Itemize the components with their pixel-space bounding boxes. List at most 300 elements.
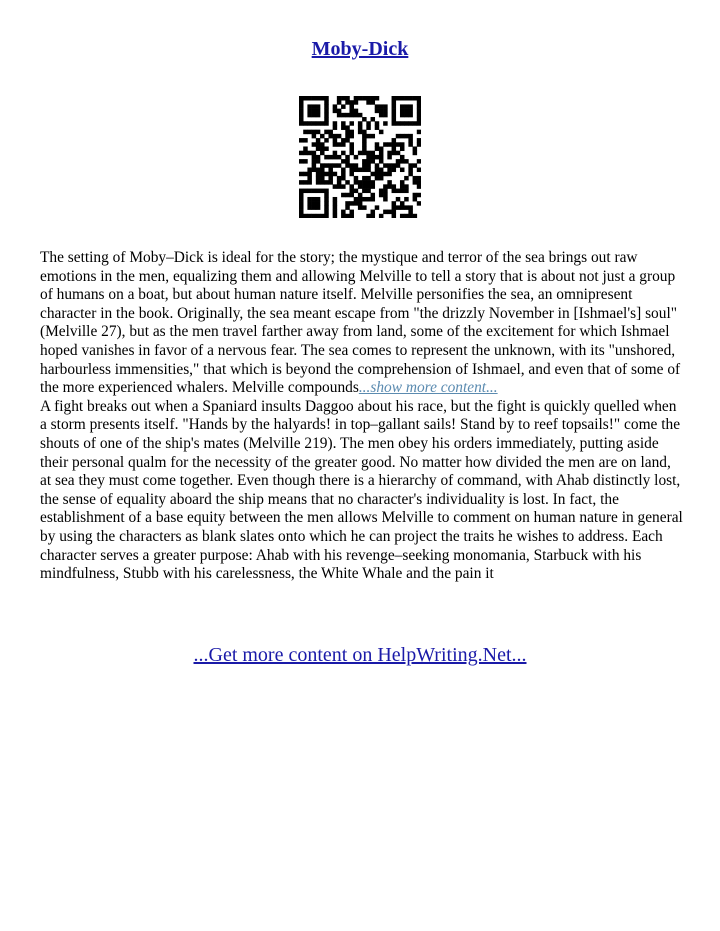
qr-module xyxy=(341,138,346,143)
qr-module xyxy=(333,121,338,126)
qr-module xyxy=(392,121,397,126)
show-more-link[interactable]: ...show more content... xyxy=(358,379,498,397)
qr-module xyxy=(324,189,329,194)
qr-module xyxy=(408,172,413,177)
qr-module xyxy=(324,163,329,168)
qr-module xyxy=(392,151,397,156)
qr-module xyxy=(413,151,418,156)
qr-module xyxy=(362,117,367,122)
qr-module xyxy=(362,176,367,181)
qr-module xyxy=(303,138,308,143)
qr-module xyxy=(366,96,371,101)
qr-module xyxy=(320,172,325,177)
qr-module xyxy=(349,100,354,105)
qr-module xyxy=(417,113,421,118)
qr-module xyxy=(354,100,359,105)
qr-module xyxy=(307,130,312,135)
qr-module xyxy=(379,172,384,177)
qr-module xyxy=(333,138,338,143)
qr-module xyxy=(404,104,409,109)
qr-module xyxy=(408,138,413,143)
qr-module xyxy=(320,214,325,218)
qr-module xyxy=(312,168,317,173)
qr-module xyxy=(408,113,413,118)
qr-module xyxy=(324,113,329,118)
qr-module xyxy=(392,168,397,173)
qr-module xyxy=(379,214,384,218)
qr-module xyxy=(362,134,367,139)
qr-module xyxy=(312,121,317,126)
qr-module xyxy=(341,121,346,126)
qr-module xyxy=(413,121,418,126)
qr-module xyxy=(396,159,401,164)
qr-module xyxy=(320,134,325,139)
qr-module xyxy=(417,121,421,126)
qr-module xyxy=(299,193,304,198)
qr-code xyxy=(299,96,421,218)
qr-module xyxy=(375,142,380,147)
article-body xyxy=(40,249,684,584)
qr-module xyxy=(404,189,409,194)
article-paragraph-1 xyxy=(40,249,684,398)
qr-module xyxy=(400,104,405,109)
qr-module xyxy=(303,130,308,135)
qr-module xyxy=(366,180,371,185)
qr-module xyxy=(299,109,304,114)
qr-module xyxy=(387,172,392,177)
qr-module xyxy=(341,113,346,118)
qr-module xyxy=(417,130,421,135)
qr-module xyxy=(324,193,329,198)
qr-module xyxy=(328,172,333,177)
qr-module xyxy=(413,193,418,198)
qr-module xyxy=(358,197,363,202)
qr-module xyxy=(316,146,321,151)
qr-module xyxy=(349,104,354,109)
qr-module xyxy=(341,176,346,181)
qr-module xyxy=(316,201,321,206)
qr-module xyxy=(345,163,350,168)
qr-module xyxy=(333,104,338,109)
qr-module xyxy=(341,184,346,189)
qr-module xyxy=(366,168,371,173)
qr-module xyxy=(387,142,392,147)
qr-module xyxy=(408,214,413,218)
qr-module xyxy=(371,100,376,105)
qr-module xyxy=(324,121,329,126)
qr-module xyxy=(324,180,329,185)
qr-module xyxy=(413,197,418,202)
qr-module xyxy=(341,159,346,164)
qr-module xyxy=(408,109,413,114)
qr-module xyxy=(366,134,371,139)
qr-module xyxy=(362,138,367,143)
qr-module xyxy=(341,151,346,156)
qr-module xyxy=(417,193,421,198)
qr-module xyxy=(362,180,367,185)
qr-module xyxy=(299,159,304,164)
qr-module xyxy=(371,197,376,202)
qr-module xyxy=(303,146,308,151)
qr-module xyxy=(333,125,338,130)
qr-module xyxy=(316,121,321,126)
qr-module xyxy=(316,104,321,109)
qr-module xyxy=(362,163,367,168)
qr-module xyxy=(333,184,338,189)
qr-module xyxy=(299,180,304,185)
qr-module xyxy=(303,172,308,177)
qr-module xyxy=(417,176,421,181)
qr-module xyxy=(375,125,380,130)
qr-module xyxy=(408,205,413,210)
qr-module xyxy=(371,134,376,139)
qr-module xyxy=(307,168,312,173)
qr-module xyxy=(404,205,409,210)
qr-module xyxy=(392,96,397,101)
qr-module xyxy=(354,197,359,202)
qr-module xyxy=(400,109,405,114)
qr-module xyxy=(392,138,397,143)
qr-module xyxy=(383,121,388,126)
qr-module xyxy=(413,163,418,168)
qr-module xyxy=(383,197,388,202)
qr-module xyxy=(417,184,421,189)
qr-module xyxy=(400,168,405,173)
qr-module xyxy=(324,100,329,105)
qr-module xyxy=(366,151,371,156)
qr-module xyxy=(383,113,388,118)
qr-module xyxy=(349,172,354,177)
qr-module xyxy=(413,146,418,151)
qr-module xyxy=(324,205,329,210)
qr-module xyxy=(375,176,380,181)
qr-module xyxy=(307,214,312,218)
qr-module xyxy=(383,184,388,189)
qr-module xyxy=(371,210,376,215)
qr-module xyxy=(400,214,405,218)
qr-module xyxy=(358,96,363,101)
qr-module xyxy=(371,96,376,101)
qr-module xyxy=(312,96,317,101)
qr-module xyxy=(337,176,342,181)
qr-module xyxy=(349,134,354,139)
qr-module xyxy=(324,214,329,218)
qr-module xyxy=(354,180,359,185)
qr-module xyxy=(303,121,308,126)
qr-module xyxy=(400,134,405,139)
qr-module xyxy=(341,193,346,198)
qr-module xyxy=(316,130,321,135)
qr-module xyxy=(349,130,354,135)
qr-module xyxy=(387,180,392,185)
qr-module xyxy=(307,104,312,109)
qr-module xyxy=(375,146,380,151)
qr-module xyxy=(396,134,401,139)
qr-module xyxy=(337,163,342,168)
qr-module xyxy=(375,104,380,109)
qr-module xyxy=(400,155,405,160)
qr-module xyxy=(316,142,321,147)
qr-module xyxy=(404,184,409,189)
qr-module xyxy=(362,168,367,173)
qr-module xyxy=(371,155,376,160)
qr-module xyxy=(408,96,413,101)
qr-module xyxy=(320,163,325,168)
qr-module xyxy=(316,113,321,118)
qr-module xyxy=(396,189,401,194)
qr-module xyxy=(396,151,401,156)
get-more-content-link[interactable]: ...Get more content on HelpWriting.Net... xyxy=(193,644,527,666)
qr-module xyxy=(316,159,321,164)
qr-module xyxy=(371,159,376,164)
qr-module xyxy=(337,109,342,114)
qr-module xyxy=(341,142,346,147)
qr-module xyxy=(375,163,380,168)
qr-module xyxy=(312,113,317,118)
qr-module xyxy=(307,189,312,194)
qr-module xyxy=(383,193,388,198)
qr-module xyxy=(307,113,312,118)
qr-module xyxy=(404,113,409,118)
qr-module xyxy=(371,184,376,189)
qr-module xyxy=(320,151,325,156)
qr-module xyxy=(362,96,367,101)
qr-module xyxy=(400,180,405,185)
qr-module xyxy=(333,151,338,156)
qr-module xyxy=(307,109,312,114)
qr-module xyxy=(349,146,354,151)
qr-module xyxy=(417,159,421,164)
qr-module xyxy=(320,180,325,185)
qr-module xyxy=(366,184,371,189)
qr-module xyxy=(299,172,304,177)
qr-module xyxy=(358,201,363,206)
qr-module xyxy=(383,172,388,177)
qr-module xyxy=(387,210,392,215)
qr-module xyxy=(320,146,325,151)
qr-module xyxy=(400,205,405,210)
qr-module xyxy=(379,104,384,109)
qr-module xyxy=(345,193,350,198)
qr-module xyxy=(324,96,329,101)
qr-module xyxy=(366,189,371,194)
qr-module xyxy=(379,151,384,156)
qr-module xyxy=(303,159,308,164)
qr-module xyxy=(383,163,388,168)
qr-module xyxy=(396,96,401,101)
qr-module xyxy=(371,193,376,198)
qr-module xyxy=(408,142,413,147)
qr-module xyxy=(379,113,384,118)
qr-module xyxy=(392,214,397,218)
qr-module xyxy=(392,205,397,210)
qr-module xyxy=(320,142,325,147)
qr-module xyxy=(307,172,312,177)
qr-module xyxy=(366,159,371,164)
qr-module xyxy=(362,146,367,151)
qr-module xyxy=(303,189,308,194)
qr-module xyxy=(362,151,367,156)
qr-module xyxy=(408,121,413,126)
qr-module xyxy=(404,197,409,202)
qr-module xyxy=(333,205,338,210)
qr-module xyxy=(307,176,312,181)
qr-module xyxy=(392,113,397,118)
qr-module xyxy=(400,189,405,194)
qr-module xyxy=(320,96,325,101)
qr-module xyxy=(345,180,350,185)
qr-module xyxy=(349,151,354,156)
qr-module xyxy=(324,104,329,109)
qr-module xyxy=(303,214,308,218)
qr-module xyxy=(358,113,363,118)
qr-module xyxy=(362,197,367,202)
qr-module xyxy=(333,134,338,139)
qr-module xyxy=(417,180,421,185)
qr-module xyxy=(333,163,338,168)
qr-module xyxy=(354,163,359,168)
qr-module xyxy=(299,189,304,194)
qr-module xyxy=(312,130,317,135)
qr-module xyxy=(299,201,304,206)
qr-module xyxy=(312,163,317,168)
qr-module xyxy=(358,125,363,130)
qr-module xyxy=(333,210,338,215)
qr-module xyxy=(337,142,342,147)
qr-module xyxy=(371,117,376,122)
qr-module xyxy=(362,130,367,135)
qr-module xyxy=(316,197,321,202)
qr-module xyxy=(316,214,321,218)
qr-module xyxy=(354,109,359,114)
qr-module xyxy=(328,155,333,160)
qr-module xyxy=(375,168,380,173)
qr-module xyxy=(312,155,317,160)
qr-module xyxy=(400,121,405,126)
qr-module xyxy=(396,121,401,126)
qr-module xyxy=(316,176,321,181)
document-title-link[interactable]: Moby-Dick xyxy=(311,38,409,60)
qr-module xyxy=(396,163,401,168)
qr-module xyxy=(366,125,371,130)
qr-module xyxy=(337,113,342,118)
article-paragraph-2: A fight breaks out when a Spaniard insults Daggoo about his race, but the fight is quickly quelled when a storm presents itself. "Hands by the halyards! in top–gallant sails! Stand by to reef topsails!" come the shouts of one of the ship's mates (Melville 219). The men obey his orders immediately, putting aside their personal qualm for the necessity of the greater good. No matter how divided the men are on land, at sea they must come together. Even though there is a hierarchy of command, with Ahab distinctly lost, the sense of equality aboard the ship means that no character's individuality is lost. In fact, the establishment of a base equity between the men allows Melville to comment on human nature in general by using the characters as blank slates onto which he can project the traits he wishes to address. Each character serves a greater purpose: Ahab with his revenge–seeking monomania, Starbuck with his mindfulness, Stubb with his carelessness, the White Whale and the pain it xyxy=(40,397,683,583)
qr-module xyxy=(316,205,321,210)
paragraph-1-text: The setting of Moby–Dick is ideal for the story; the mystique and terror of the sea brings out raw emotions in the men, equalizing them and allowing Melville to tell a story that is about not just a group of humans on a boat, but about human nature itself. Melville personifies the sea, an omnipresent character in the book. Originally, the sea meant escape from "the drizzly November in [Ishmael's] soul" (Melville 27), but as the men travel farther away from land, some of the excitement for which Ishmael hoped vanishes in favor of a nervous fear. The sea comes to represent the unknown, with its "unshored, harbourless immensities," that which is beyond the comprehension of Ishmael, and even that of some of the more experienced whalers. Melville compounds xyxy=(40,249,681,397)
qr-module xyxy=(358,130,363,135)
qr-module xyxy=(349,214,354,218)
qr-module xyxy=(404,176,409,181)
qr-module xyxy=(392,117,397,122)
qr-module xyxy=(400,159,405,164)
qr-module xyxy=(417,117,421,122)
qr-module xyxy=(413,176,418,181)
qr-module xyxy=(345,155,350,160)
qr-module xyxy=(341,125,346,130)
qr-module xyxy=(324,155,329,160)
qr-module xyxy=(333,155,338,160)
qr-module xyxy=(383,189,388,194)
qr-module xyxy=(362,189,367,194)
qr-module xyxy=(379,168,384,173)
qr-module xyxy=(358,168,363,173)
qr-module xyxy=(387,184,392,189)
qr-module xyxy=(307,180,312,185)
qr-module xyxy=(375,121,380,126)
qr-module xyxy=(320,121,325,126)
qr-module xyxy=(404,109,409,114)
qr-module xyxy=(312,197,317,202)
qr-module xyxy=(299,214,304,218)
qr-module xyxy=(349,201,354,206)
qr-module xyxy=(349,184,354,189)
qr-module xyxy=(417,96,421,101)
qr-module xyxy=(316,172,321,177)
qr-module xyxy=(383,109,388,114)
qr-module xyxy=(413,180,418,185)
qr-module xyxy=(366,100,371,105)
qr-module xyxy=(366,155,371,160)
qr-module xyxy=(320,189,325,194)
qr-module xyxy=(408,163,413,168)
qr-module xyxy=(299,151,304,156)
qr-module xyxy=(324,201,329,206)
qr-module xyxy=(307,201,312,206)
qr-module xyxy=(324,172,329,177)
qr-module xyxy=(345,205,350,210)
qr-module xyxy=(408,104,413,109)
qr-module xyxy=(299,205,304,210)
qr-module xyxy=(379,130,384,135)
qr-module xyxy=(387,155,392,160)
qr-module xyxy=(354,176,359,181)
qr-module xyxy=(349,163,354,168)
qr-module xyxy=(345,125,350,130)
qr-module xyxy=(328,134,333,139)
qr-module xyxy=(358,180,363,185)
qr-module xyxy=(324,138,329,143)
qr-module xyxy=(299,117,304,122)
qr-module xyxy=(379,176,384,181)
qr-module xyxy=(404,159,409,164)
qr-module xyxy=(392,163,397,168)
qr-module xyxy=(312,142,317,147)
qr-code-graphic xyxy=(299,96,421,218)
qr-module xyxy=(354,113,359,118)
qr-module xyxy=(379,159,384,164)
qr-module xyxy=(417,142,421,147)
qr-module xyxy=(320,168,325,173)
qr-module xyxy=(379,189,384,194)
qr-module xyxy=(354,155,359,160)
qr-module xyxy=(349,168,354,173)
qr-module xyxy=(417,104,421,109)
qr-module xyxy=(337,180,342,185)
qr-module xyxy=(345,96,350,101)
qr-module xyxy=(312,201,317,206)
qr-module xyxy=(337,184,342,189)
qr-module xyxy=(400,201,405,206)
qr-module xyxy=(417,100,421,105)
qr-module xyxy=(345,130,350,135)
qr-module xyxy=(299,113,304,118)
qr-module xyxy=(337,96,342,101)
qr-module xyxy=(375,172,380,177)
qr-module xyxy=(400,184,405,189)
qr-module xyxy=(349,121,354,126)
qr-module xyxy=(375,96,380,101)
qr-module xyxy=(333,197,338,202)
